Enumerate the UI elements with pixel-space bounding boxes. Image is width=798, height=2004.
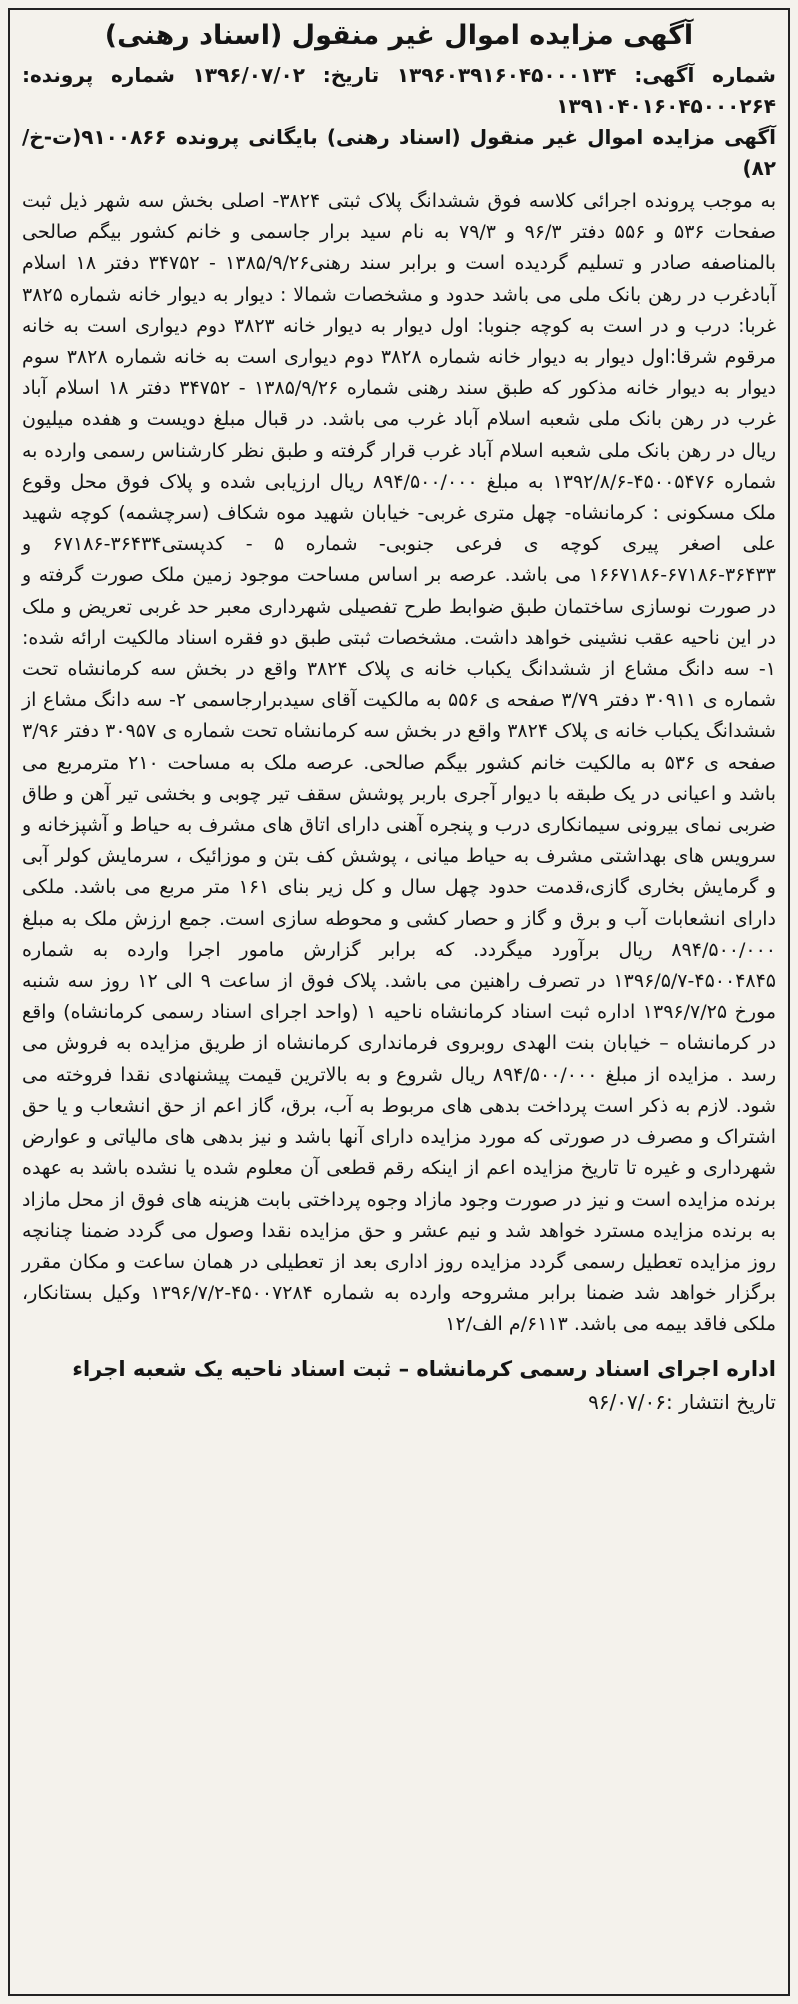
notice-signature: اداره اجرای اسناد رسمی کرمانشاه – ثبت اسناد ناحیه یک شعبه اجراء — [72, 1356, 776, 1381]
notice-publish-date: تاریخ انتشار :۹۶/۰۷/۰۶ — [588, 1389, 776, 1414]
notice-title: آگهی مزایده اموال غیر منقول (اسناد رهنی) — [104, 20, 694, 51]
notice-body: به موجب پرونده اجرائی کلاسه فوق ششدانگ پلاک ثبتی ۳۸۲۴- اصلی بخش سه شهر ذیل ثبت صفحات ۵۳۶ و ۵۵۶ دفتر ۹۶/۳ و ۷۹/۳ به نام سید برار جاسمی و خانم کشور بیگم صالحی بالمناصفه صادر و تسلیم گردیده است و برابر سند رهنی۱۳۸۵/۹/۲۶ - ۳۴۷۵۲ دفتر ۱۸ اسلام آبادغرب در رهن بانک ملی می باشد حدود و مشخصات شمالا : دیوار به دیوار خانه شماره ۳۸۲۵ غربا: درب و در است به کوچه جنوبا: اول دیوار به دیوار خانه ۳۸۲۳ دوم دیواری است به خانه مرقوم شرقا:اول دیوار به دیوار خانه شماره ۳۸۲۸ دوم دیواری است به خانه شماره ۳۸۲۸ سوم دیوار به دیوار خانه مذکور که طبق سند رهنی شماره ۱۳۸۵/۹/۲۶ - ۳۴۷۵۲ دفتر ۱۸ اسلام آباد غرب در رهن بانک ملی شعبه اسلام آباد غرب می باشد. در قبال مبلغ دویست و هفده میلیون ریال در رهن بانک ملی شعبه اسلام آباد غرب قرار گرفته و طبق نظر کارشناس رسمی وارده به شماره ۴۵۰۰۵۴۷۶-۱۳۹۲/۸/۶ به مبلغ ۸۹۴/۵۰۰/۰۰۰ ریال ارزیابی شده و پلاک فوق محل وقوع ملک مسکونی : کرمانشاه- چهل متری غربی- خیابان شهید موه شکاف (سرچشمه) کوچه شهید علی اصغر پیری کوچه ی فرعی جنوبی- شماره ۵ - کدپستی۳۶۴۳۴-۶۷۱۸۶ و ۳۶۴۳۳-۶۷۱۸۶-۱۶۶۷۱۸۶ می باشد. عرصه بر اساس مساحت موجود زمین ملک صورت گرفته و در صورت نوسازی ساختمان طبق ضوابط طرح تفصیلی شهرداری معبر حد غربی تعریض و ملک در این ناحیه عقب نشینی خواهد داشت. مشخصات ثبتی طبق دو فقره اسناد مالکیت ارائه شده: ۱- سه دانگ مشاع از ششدانگ یکباب خانه ی پلاک ۳۸۲۴ واقع در بخش سه کرمانشاه تحت شماره ی ۳۰۹۱۱ دفتر ۳/۷۹ صفحه ی ۵۵۶ به مالکیت آقای سیدبرارجاسمی ۲- سه دانگ مشاع از ششدانگ یکباب خانه ی پلاک ۳۸۲۴ واقع در بخش سه کرمانشاه تحت شماره ی ۳۰۹۵۷ دفتر ۳/۹۶ صفحه ی ۵۳۶ به مالکیت خانم کشور بیگم صالحی. عرصه ملک به مساحت ۲۱۰ مترمربع می باشد و اعیانی در یک طبقه با دیوار آجری باربر پوشش سقف تیر چوبی و بخشی تیر آهن و طاق ضربی نمای بیرونی سیمانکاری درب و پنجره آهنی دارای اتاق های مشرف به حیاط و آشپزخانه و سرویس های بهداشتی مشرف به حیاط میانی ، پوشش کف بتن و موزائیک ، سرمایش کولر آبی و گرمایش بخاری گازی،قدمت حدود چهل سال و کل زیر بنای ۱۶۱ متر مربع می باشد. ملکی دارای انشعابات آب و برق و گاز و حصار کشی و محوطه سازی است. جمع ارزش ملک به مبلغ ۸۹۴/۵۰۰/۰۰۰ ریال برآورد میگردد. که برابر گزارش مامور اجرا وارده به شماره ۴۵۰۰۴۸۴۵-۱۳۹۶/۵/۷ در تصرف راهنین می باشد. پلاک فوق از ساعت ۹ الی ۱۲ روز سه شنبه مورخ ۱۳۹۶/۷/۲۵ اداره ثبت اسناد کرمانشاه ناحیه ۱ (واحد اجرای اسناد رسمی کرمانشاه) واقع در کرمانشاه – خیابان بنت الهدی روبروی فرمانداری کرمانشاه از طریق مزایده به فروش می رسد . مزایده از مبلغ ۸۹۴/۵۰۰/۰۰۰ ریال شروع و به بالاترین قیمت پیشنهادی نقدا فروخته می شود. لازم به ذکر است پرداخت بدهی های مربوط به آب، برق، گاز اعم از حق انشعاب و یا حق اشتراک و مصرف در صورتی که مورد مزایده دارای آنها باشد و نیز بدهی های مالیاتی و عوارض شهرداری و غیره تا تاریخ مزایده اعم از اینکه رقم قطعی آن معلوم شده یا نشده باشد به عهده برنده مزایده است و نیز در صورت وجود مازاد وجوه پرداختی بابت هزینه های فوق از محل مازاد به برنده مزایده مسترد خواهد شد و نیم عشر و حق مزایده نقدا وصول می گردد ضمنا چنانچه روز مزایده تعطیل رسمی گردد مزایده روز اداری بعد از تعطیلی در همان ساعت و مکان مقرر برگزار خواهد شد ضمنا برابر مشروحه وارده به شماره ۴۵۰۰۷۲۸۴-۱۳۹۶/۷/۲ وکیل بستانکار، ملکی فاقد بیمه می باشد. ۶۱۱۳/م الف/۱۲ — [22, 190, 777, 1336]
notice-subject: آگهی مزایده اموال غیر منقول (اسناد رهنی) بایگانی پرونده ۹۱۰۰۸۶۶(ت-خ/۸۲) — [22, 125, 776, 180]
notice-content — [22, 14, 776, 1417]
notice-meta: شماره آگهی: ۱۳۹۶۰۳۹۱۶۰۴۵۰۰۰۱۳۴ تاریخ: ۱۳۹۶/۰۷/۰۲ شماره پرونده: ۱۳۹۱۰۴۰۱۶۰۴۵۰۰۰۲۶۴ — [22, 63, 776, 118]
